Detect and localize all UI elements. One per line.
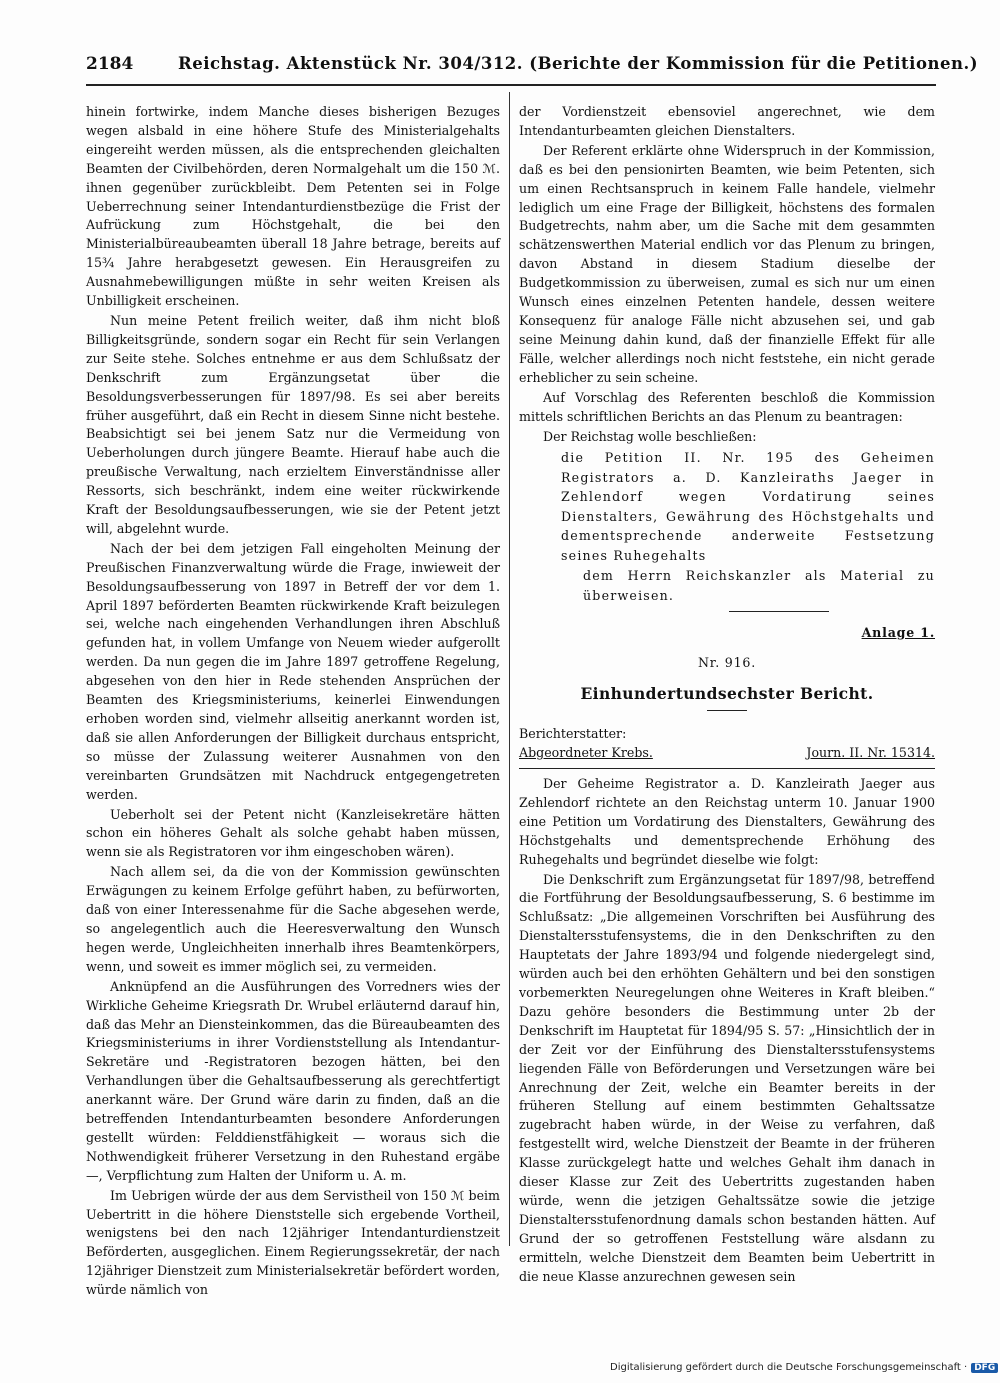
meta-rule [519, 768, 935, 769]
report-meta [519, 725, 935, 769]
paragraph: Anknüpfend an die Ausführungen des Vorredners wies der Wirkliche Geheime Kriegsrath Dr. Wrubel erläuternd darauf hin, daß das Mehr an Diensteinkommen, das die Büreaubeamten des Kriegsministeriums in ihrer Vordienststellung als Intendantur-Sekretäre und -Registratoren bezogen hätten, bei den Verhandlungen über die Gehaltsaufbesserung als gerechtfertigt anerkannt wäre. Der Grund wäre darin zu finden, daß an die betreffenden Intendanturbeamten besondere Anforderungen gestellt würden: Felddienstfähigkeit — woraus sich die Nothwendigkeit früherer Versetzung in den Ruhestand ergäbe —, Verpflichtung zum Halten der Uniform u. A. m. [86, 978, 500, 1183]
footer-text: Digitalisierung gefördert durch die Deutsche Forschungsgemeinschaft · [610, 1362, 968, 1373]
journal-number: Journ. II. Nr. 15314. [806, 745, 935, 761]
paragraph: Ueberholt sei der Petent nicht (Kanzleisekretäre hätten schon ein höheres Gehalt als solche gehabt haben müssen, wenn sie als Registratoren vor ihm eingeschoben wären). [86, 806, 500, 860]
resolution-text: die Petition II. Nr. 195 des Geheimen Registrators a. D. Kanzleiraths Jaeger in Zehlendorf wegen Vordatirung seines Dienstalters, Gewährung des Höchstgehalts und dementsprechende anderweite Festsetzung seines Ruhegehalts [561, 450, 935, 563]
column-separator [509, 92, 510, 1246]
page-header [86, 54, 978, 84]
anlage-label: Anlage 1. [861, 625, 935, 641]
paragraph: hinein fortwirke, indem Manche dieses bisherigen Bezuges wegen alsbald in eine höhere Stufe des Ministerialgehalts eingereiht werden müssen, als die entsprechenden gleichalten Beamten der Civilbehörden, deren Normalgehalt um die 150 ℳ. ihnen gegenüber zurückbleibt. Dem Petenten sei in Folge Ueberrechnung seiner Intendanturdienstbezüge die Frist der Aufrückung zum Höchstgehalt, die bei den Ministerialbüreaubeamten überall 18 Jahre betrage, bereits auf 15¾ Jahre herabgesetzt gewesen. Ein Herausgreifen zu Ausnahmebewilligungen müßte in sehr weiten Kreisen als Unbilligkeit erscheinen. [86, 104, 500, 309]
rapporteur-name: Abgeordneter Krebs. [519, 745, 653, 761]
heading-rule [707, 710, 747, 711]
running-title: Reichstag. Aktenstück Nr. 304/312. (Berichte der Kommission für die Petitionen.) [178, 54, 978, 73]
resolution-text-2: dem Herrn Reichskanzler als Material zu überweisen. [583, 568, 935, 603]
header-rule [86, 84, 936, 86]
paragraph: Auf Vorschlag des Referenten beschloß die Kommission mittels schriftlichen Berichts an das Plenum zu beantragen: [519, 389, 935, 424]
paragraph: Der Referent erklärte ohne Widerspruch in der Kommission, daß es bei den pensionirten Beamten, wie beim Petenten, sich um einen Rechtsanspruch in keinem Falle handele, vielmehr lediglich um eine Frage der Billigkeit, höchstens des formalen Budgetrechts, nahm aber, um die Sache mit dem gesammten schätzenswerthen Material endlich vor das Plenum zu bringen, davon Abstand in diesem Stadium dieselbe der Budgetkommission zu überweisen, zumal es sich nur um einen Wunsch eines einzelnen Petenten handele, dessen weitere Konsequenz für analoge Fälle nicht abzusehen sei, und gab seine Meinung dahin kund, daß der finanzielle Effekt für alle Fälle, welcher allerdings noch nicht feststehe, ein nicht gerade erheblicher zu sein scheine. [519, 142, 935, 385]
digitization-footer [610, 1362, 998, 1373]
paragraph: Die Denkschrift zum Ergänzungsetat für 1897/98, betreffend die Fortführung der Besoldungsaufbesserung, S. 6 bestimme im Schlußsatz: „Die allgemeinen Vorschriften bei Ausführung des Dienstaltersstufensystems, die in den Denkschriften zu den Hauptetats der Jahre 1893/94 und folgende niedergelegt sind, würden auch bei den erhöhten Gehältern und bei den sonstigen vorbemerkten Neuregelungen ohne Weiteres in Kraft bleiben.“ Dazu gehöre besonders die Bestimmung unter 2b der Denkschrift im Hauptetat für 1894/95 S. 57: „Hinsichtlich der in der Zeit vor der Einführung des Dienstaltersstufensystems liegenden Fälle von Beförderungen und Versetzungen wäre bei Anrechnung der Zeit, welche ein Beamter bereits in der früheren Stellung auf einem bestimmten Gehaltssatze zugebracht haben würde, in der Weise zu verfahren, daß festgestellt wird, welche Dienstzeit der Beamte in der früheren Klasse zurückgelegt hatte und welches Gehalt ihm danach in dieser Klasse zur Zeit des Uebertritts zugestanden haben würde, wenn die jetzigen Gehaltssätze sowie die jetzige Dienstaltersstufenordnung damals schon bestanden hätten. Auf Grund der so getroffenen Feststellung wäre alsdann zu ermitteln, welche Dienstzeit dem Beamten beim Uebertritt in die neue Klasse anzurechnen gewesen sein [519, 871, 935, 1284]
paragraph: Nach der bei dem jetzigen Fall eingeholten Meinung der Preußischen Finanzverwaltung würde die Frage, inwieweit der Besoldungsaufbesserung von 1897 in Betreff der vor dem 1. April 1897 beförderten Beamten rückwirkende Kraft beizulegen sei, welche nach eingehenden Verhandlungen ihren Abschluß gefunden hat, in vollem Umfange von Neuem wieder aufgerollt werden. Da nun gegen die im Jahre 1897 getroffene Regelung, abgesehen von den hier in Rede stehenden Ansprüchen der Beamten des Kriegsministeriums, keinerlei Einwendungen erhoben worden sind, vielmehr allseitig anerkannt worden ist, daß sie allen Anforderungen der Billigkeit durchaus entspricht, so müsse der Zulassung weiterer Ausnahmen von den vereinbarten Grundsätzen mit Nachdruck entgegengetreten werden. [86, 540, 500, 802]
resolution-intro: Der Reichstag wolle beschließen: [543, 429, 757, 445]
paragraph: Im Uebrigen würde der aus dem Servistheil von 150 ℳ beim Uebertritt in die höhere Dienststelle sich ergebende Vortheil, wenigstens bei den nach 12jähriger Intendanturdienstzeit Beförderten, ausgeglichen. Einem Regierungssekretär, der nach 12jähriger Dienstzeit zum Ministerialsekretär befördert worden, würde nämlich von [86, 1187, 500, 1298]
report-heading: Einhundertundsechster Bericht. [580, 684, 874, 704]
dfg-logo: DFG [971, 1363, 998, 1373]
rapporteur-label: Berichterstatter: [519, 726, 627, 742]
report-number: Nr. 916. [697, 655, 757, 671]
paragraph: Der Geheime Registrator a. D. Kanzleirath Jaeger aus Zehlendorf richtete an den Reichstag unterm 10. Januar 1900 eine Petition um Vordatirung des Dienstalters, Gewährung des Höchstgehalts und dementsprechende Erhöhung des Ruhegehalts und begründet dieselbe wie folgt: [519, 776, 935, 867]
paragraph: der Vordienstzeit ebensoviel angerechnet, wie dem Intendanturbeamten gleichen Dienstalters. [519, 104, 935, 138]
left-column [86, 103, 500, 1300]
right-column [519, 103, 935, 1287]
paragraph: Nach allem sei, da die von der Kommission gewünschten Erwägungen zu keinem Erfolge geführt haben, zu befürworten, daß von einer Interessenahme für die Sache abgesehen werde, so angelegentlich auch die Heeresverwaltung den Wunsch hegen werde, Ungleichheiten innerhalb ihres Beamtenkörpers, wenn, und soweit es immer möglich sei, zu vermeiden. [86, 864, 500, 974]
page-number: 2184 [86, 54, 134, 74]
paragraph: Nun meine Petent freilich weiter, daß ihm nicht bloß Billigkeitsgründe, sondern sogar ein Recht für sein Verlangen zur Seite stehe. Solches entnehme er aus dem Schlußsatz der Denkschrift zum Ergänzungsetat über die Besoldungsverbesserungen für 1897/98. Es sei aber bereits früher ausgeführt, daß ein Recht in diesem Sinne nicht bestehe. Beabsichtigt sei bei jenem Satz nur die Vermeidung von Ueberholungen durch jüngere Beamte. Hierauf habe auch die preußische Verwaltung, nach erzieltem Einverständnisse aller Ressorts, sich beschränkt, indem eine weiter rückwirkende Kraft der Besoldungsaufbesserungen, wie sie der Petent jetzt will, abgelehnt wurde. [86, 312, 500, 536]
section-rule [729, 611, 829, 612]
